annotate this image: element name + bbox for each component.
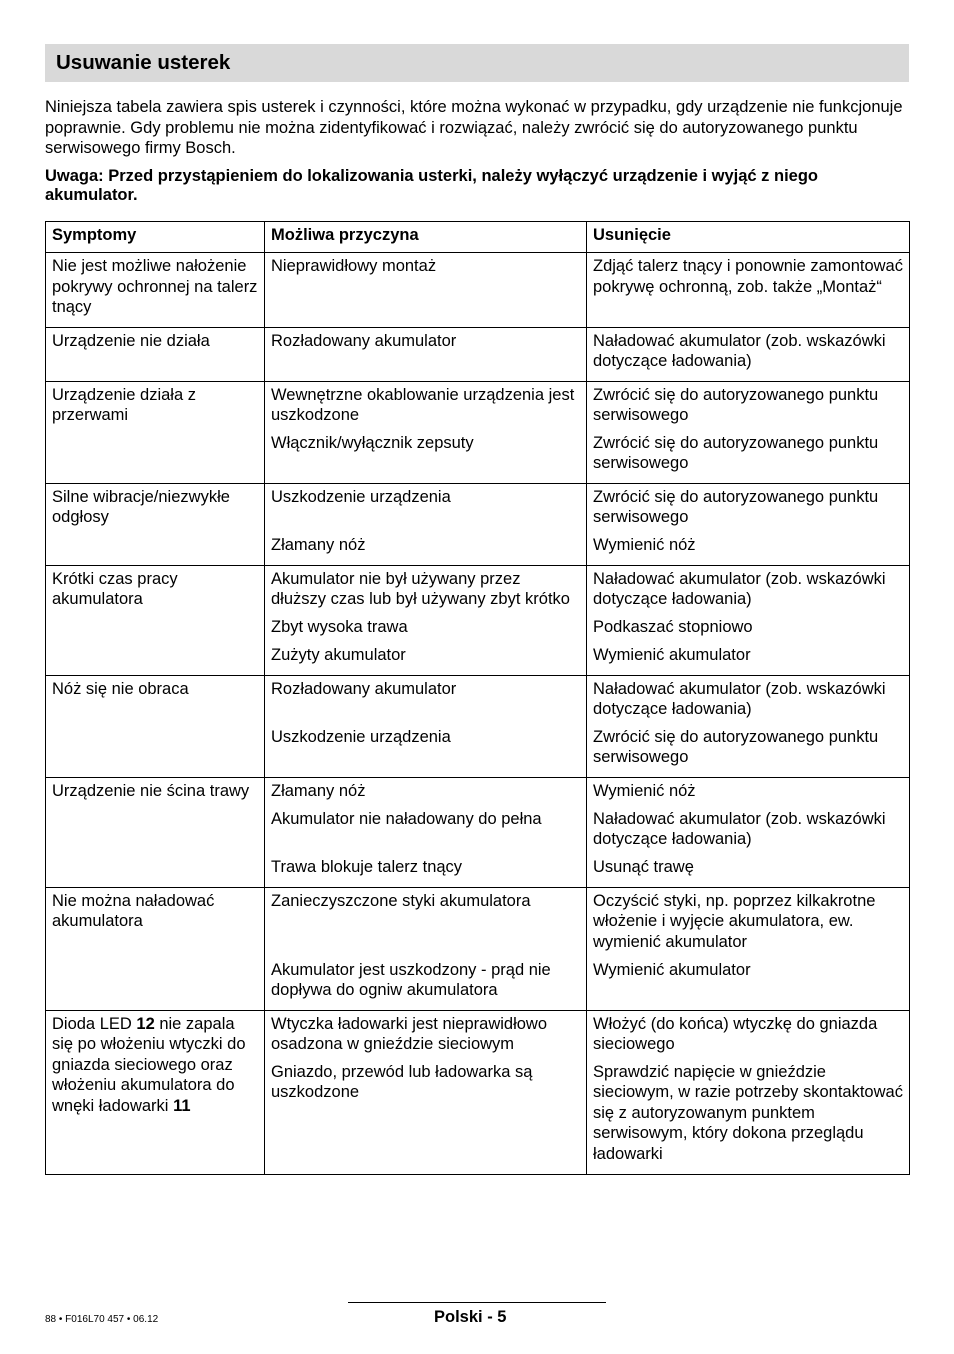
table-row	[46, 381, 910, 483]
cause-cell	[265, 253, 587, 328]
cause-cell	[265, 565, 587, 675]
symptom-cell: Nie jest możliwe nałożenie pokrywy ochronnej na talerz tnący	[46, 253, 265, 328]
header-symptoms: Symptomy	[46, 221, 265, 253]
remedy-item: Naładować akumulator (zob. wskazówki dotyczące ładowania)	[593, 809, 886, 848]
table-row	[46, 483, 910, 565]
table-row	[46, 1010, 910, 1174]
remedy-item: Zwrócić się do autoryzowanego punktu serwisowego	[593, 433, 879, 472]
remedy-cell	[587, 887, 910, 1010]
reference-number: 12	[136, 1014, 155, 1033]
cause-item: Zużyty akumulator	[271, 645, 406, 664]
remedy-cell	[587, 253, 910, 328]
header-cause: Możliwa przyczyna	[265, 221, 587, 253]
section-title: Usuwanie usterek	[56, 51, 231, 74]
warning-note: Uwaga: Przed przystąpieniem do lokalizowania usterki, należy wyłączyć urządzenie i wyjąć z niego akumulator.	[45, 166, 819, 204]
cause-item: Akumulator nie naładowany do pełna	[271, 809, 542, 828]
symptom-text: nie zapala się po włożeniu wtyczki do gniazda sieciowego oraz włożeniu akumulatora do wnęki ładowarki	[52, 1014, 246, 1115]
table-row	[46, 327, 910, 381]
remedy-item: Wymienić nóż	[593, 781, 696, 800]
cause-cell	[265, 327, 587, 381]
symptom-cell: Urządzenie działa z przerwami	[46, 381, 265, 483]
intro-paragraph: Niniejsza tabela zawiera spis usterek i czynności, które można wykonać w przypadku, gdy urządzenie nie funkcjonuje poprawnie. Gdy problemu nie można zidentyfikować i rozwiązać, należy zwrócić się do autoryzowanego punktu serwisowego firmy Bosch.	[45, 98, 903, 157]
footer-doc-code: 88 • F016L70 457 • 06.12	[45, 1314, 159, 1325]
cause-item: Uszkodzenie urządzenia	[271, 487, 451, 506]
symptom-cell: Nie można naładować akumulatora	[46, 887, 265, 1010]
cause-item: Wtyczka ładowarki jest nieprawidłowo osadzona w gnieździe sieciowym	[271, 1014, 548, 1053]
cause-item: Zanieczyszczone styki akumulatora	[271, 891, 531, 910]
remedy-item: Wymienić nóż	[593, 535, 696, 554]
remedy-item: Oczyścić styki, np. poprzez kilkakrotne włożenie i wyjęcie akumulatora, ew. wymienić akumulator	[593, 891, 876, 951]
symptom-cell: Nóż się nie obraca	[46, 675, 265, 777]
remedy-cell	[587, 381, 910, 483]
remedy-cell	[587, 777, 910, 887]
remedy-item: Wymienić akumulator	[593, 960, 751, 979]
symptom-cell: Urządzenie nie działa	[46, 327, 265, 381]
remedy-cell	[587, 675, 910, 777]
cause-item: Nieprawidłowy montaż	[271, 257, 437, 275]
cause-item: Włącznik/wyłącznik zepsuty	[271, 433, 474, 452]
symptom-cell: Silne wibracje/niezwykłe odgłosy	[46, 483, 265, 565]
page	[45, 44, 909, 1175]
table-row	[46, 565, 910, 675]
section-title-bar	[45, 44, 909, 82]
remedy-item: Zwrócić się do autoryzowanego punktu serwisowego	[593, 487, 879, 526]
cause-item: Gniazdo, przewód lub ładowarka są uszkodzone	[271, 1062, 533, 1101]
remedy-item: Zwrócić się do autoryzowanego punktu serwisowego	[593, 727, 879, 766]
cause-item: Akumulator jest uszkodzony - prąd nie dopływa do ogniw akumulatora	[271, 960, 551, 999]
cause-item: Rozładowany akumulator	[271, 331, 457, 350]
table-row	[46, 253, 910, 328]
cause-cell	[265, 887, 587, 1010]
symptom-cell: Urządzenie nie ścina trawy	[46, 777, 265, 887]
remedy-item: Wymienić akumulator	[593, 645, 751, 664]
cause-item: Akumulator nie był używany przez dłuższy czas lub był używany zbyt krótko	[271, 569, 570, 608]
remedy-item: Podkaszać stopniowo	[593, 617, 753, 636]
cause-cell	[265, 381, 587, 483]
remedy-item: Zwrócić się do autoryzowanego punktu serwisowego	[593, 385, 879, 424]
footer-rule	[348, 1302, 606, 1303]
remedy-item: Naładować akumulator (zob. wskazówki dotyczące ładowania)	[593, 331, 886, 370]
symptom-cell: Krótki czas pracy akumulatora	[46, 565, 265, 675]
symptom-text: Dioda LED	[52, 1014, 137, 1033]
remedy-item: Naładować akumulator (zob. wskazówki dotyczące ładowania)	[593, 569, 886, 608]
remedy-item: Zdjąć talerz tnący i ponownie zamontować pokrywę ochronną, zob. także „Montaż“	[593, 257, 903, 296]
cause-cell	[265, 483, 587, 565]
cause-item: Uszkodzenie urządzenia	[271, 727, 451, 746]
table-row	[46, 777, 910, 887]
remedy-cell	[587, 483, 910, 565]
header-remedy: Usunięcie	[587, 221, 910, 253]
cause-cell	[265, 777, 587, 887]
symptom-cell	[46, 1010, 265, 1174]
cause-cell	[265, 1010, 587, 1174]
cause-item: Zbyt wysoka trawa	[271, 617, 408, 636]
table-header-row	[46, 221, 910, 253]
footer-page-label: Polski - 5	[434, 1308, 507, 1326]
cause-item: Trawa blokuje talerz tnący	[271, 857, 463, 876]
remedy-item: Włożyć (do końca) wtyczkę do gniazda sieciowego	[593, 1014, 878, 1053]
remedy-cell	[587, 565, 910, 675]
reference-number: 11	[173, 1096, 191, 1115]
remedy-cell	[587, 1010, 910, 1174]
cause-item: Wewnętrzne okablowanie urządzenia jest uszkodzone	[271, 385, 575, 424]
cause-item: Złamany nóż	[271, 781, 366, 800]
remedy-item: Sprawdzić napięcie w gnieździe sieciowym, w razie potrzeby skontaktować się z autoryzowanym punktem serwisowym, który dokona przeglądu ładowarki	[593, 1062, 903, 1163]
remedy-item: Usunąć trawę	[593, 857, 694, 876]
cause-item: Rozładowany akumulator	[271, 679, 457, 698]
table-row	[46, 887, 910, 1010]
cause-item: Złamany nóż	[271, 535, 366, 554]
remedy-cell	[587, 327, 910, 381]
troubleshooting-table	[45, 221, 910, 1175]
remedy-item: Naładować akumulator (zob. wskazówki dotyczące ładowania)	[593, 679, 886, 718]
table-row	[46, 675, 910, 777]
cause-cell	[265, 675, 587, 777]
